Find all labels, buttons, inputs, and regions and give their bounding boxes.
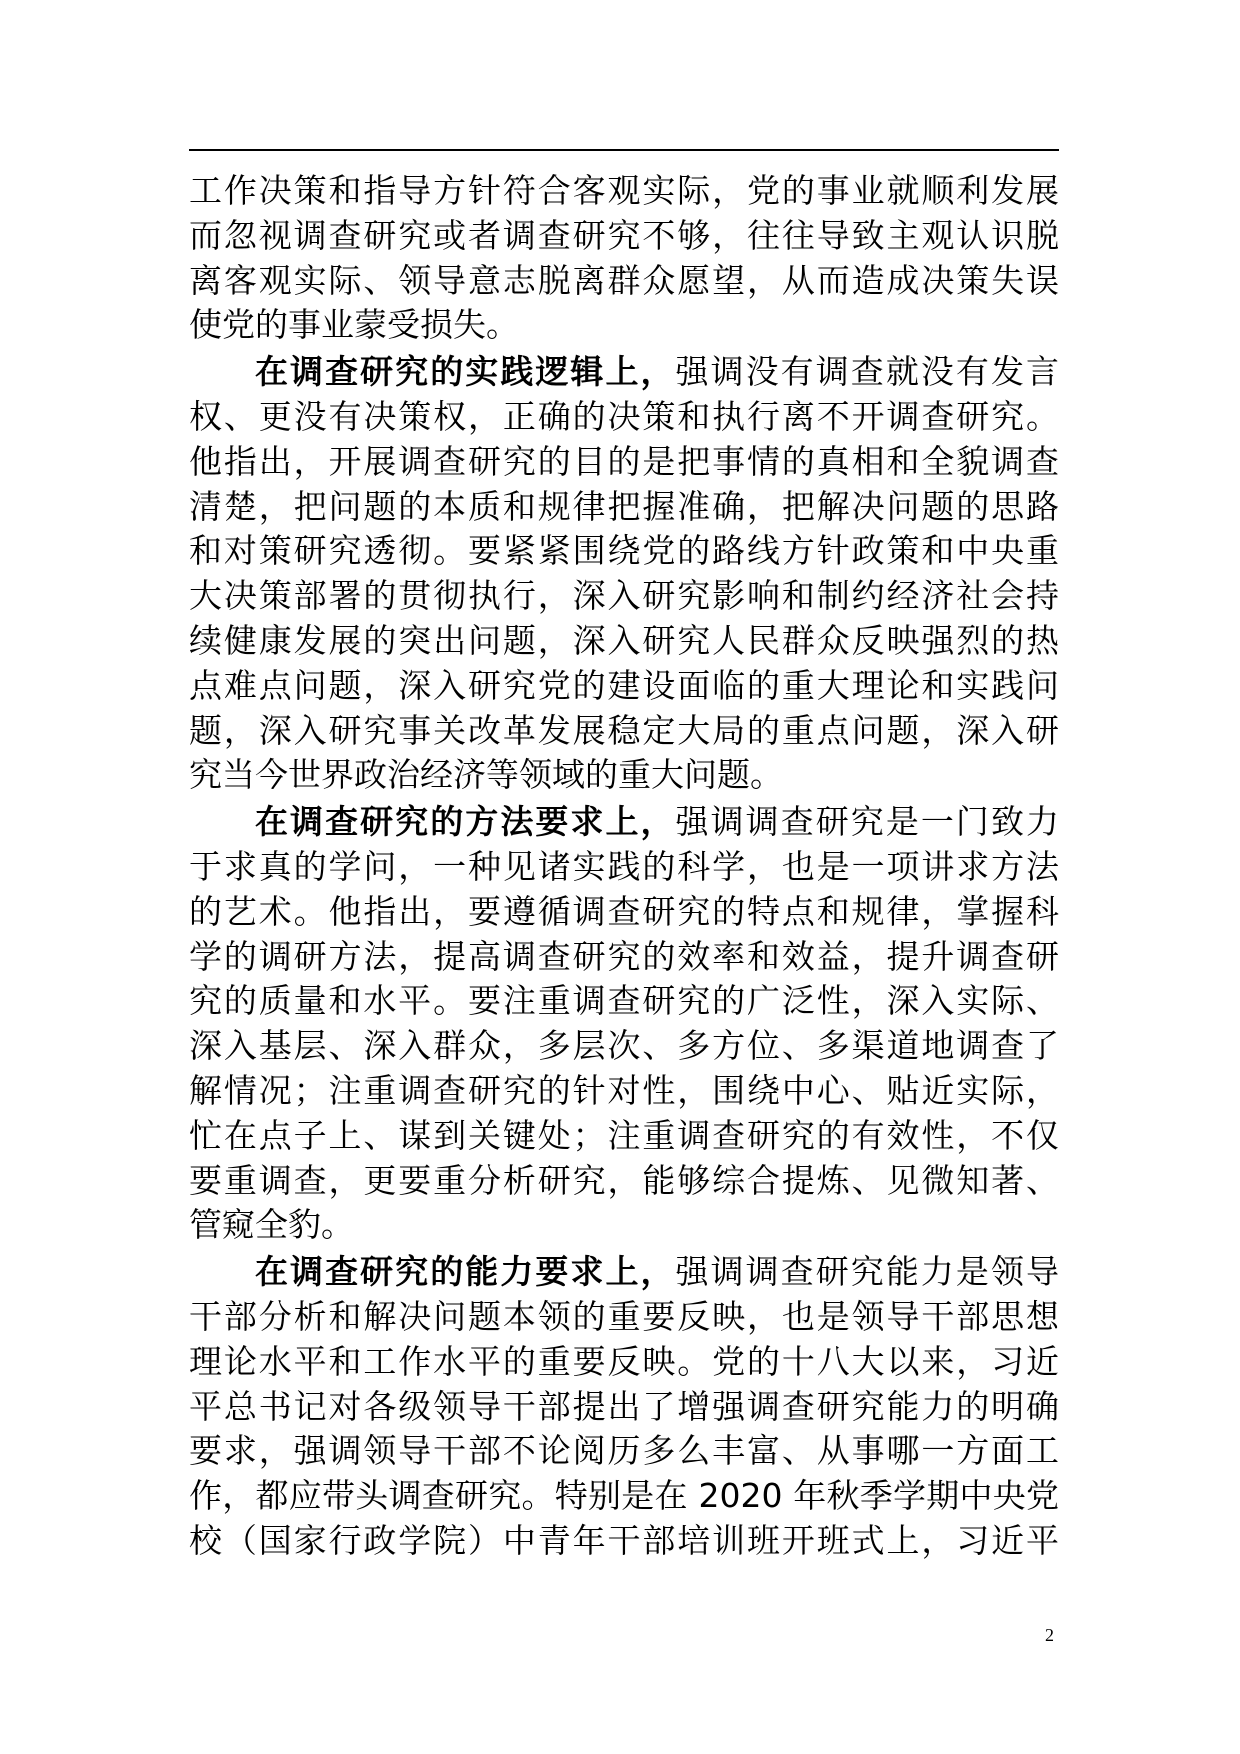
text-line: 要重调查，更要重分析研究，能够综合提炼、见微知著、 [189, 1160, 1059, 1200]
text-line: 的艺术。他指出，要遵循调查研究的特点和规律，掌握科 [189, 891, 1059, 931]
text-line: 而忽视调查研究或者调查研究不够，往往导致主观认识脱 [189, 215, 1059, 255]
text-line: 工作决策和指导方针符合客观实际，党的事业就顺利发展 [189, 171, 1059, 210]
text-line: 校（国家行政学院）中青年干部培训班开班式上，习近平 [189, 1520, 1059, 1560]
paragraph [189, 350, 1059, 798]
text-line: 题，深入研究事关改革发展稳定大局的重点问题，深入研 [189, 710, 1059, 750]
paragraph-lead: 在调查研究的实践逻辑上， [255, 352, 676, 392]
text-line: 忙在点子上、谋到关键处；注重调查研究的有效性，不仅 [189, 1115, 1059, 1155]
text-line [189, 800, 1059, 845]
paragraph-lead: 在调查研究的方法要求上， [255, 802, 676, 842]
text-line: 深入基层、深入群众，多层次、多方位、多渠道地调查了 [189, 1026, 1059, 1066]
text-line [189, 1250, 1059, 1295]
text-line: 解情况；注重调查研究的针对性，围绕中心、贴近实际， [189, 1070, 1059, 1110]
page-number: 2 [1045, 1625, 1054, 1645]
text-line: 平总书记对各级领导干部提出了增强调查研究能力的明确 [189, 1386, 1059, 1426]
text-line: 理论水平和工作水平的重要反映。党的十八大以来，习近 [189, 1341, 1059, 1381]
paragraph [189, 800, 1059, 1248]
text-line: 要求，强调领导干部不论阅历多么丰富、从事哪一方面工 [189, 1431, 1059, 1471]
text-line: 和对策研究透彻。要紧紧围绕党的路线方针政策和中央重 [189, 531, 1059, 571]
text-line: 离客观实际、领导意志脱离群众愿望，从而造成决策失误 [189, 260, 1059, 300]
header-rule [189, 149, 1059, 151]
text-line: 续健康发展的突出问题，深入研究人民群众反映强烈的热 [189, 620, 1059, 660]
paragraph-lead: 在调查研究的能力要求上， [255, 1252, 676, 1292]
text-fragment: 强调调查研究能力是领导 [675, 1252, 1060, 1292]
text-line: 于求真的学问，一种见诸实践的科学，也是一项讲求方法 [189, 846, 1059, 886]
text-line: 学的调研方法，提高调查研究的效率和效益，提升调查研 [189, 936, 1059, 976]
text-line: 究当今世界政治经济等领域的重大问题。 [189, 755, 783, 795]
text-line: 使党的事业蒙受损失。 [189, 305, 519, 345]
text-line: 大决策部署的贯彻执行，深入研究影响和制约经济社会持 [189, 576, 1059, 616]
document-body [189, 169, 1059, 1564]
text-line: 权、更没有决策权，正确的决策和执行离不开调查研究。 [189, 396, 1059, 436]
text-line: 管窥全豹。 [189, 1205, 354, 1245]
text-line: 究的质量和水平。要注重调查研究的广泛性，深入实际、 [189, 981, 1059, 1021]
text-line: 作，都应带头调查研究。特别是在 2020 年秋季学期中央党 [189, 1476, 1059, 1516]
text-line: 清楚，把问题的本质和规律把握准确，把解决问题的思路 [189, 486, 1059, 526]
paragraph [189, 169, 1059, 348]
text-fragment: 强调调查研究是一门致力 [675, 802, 1060, 842]
text-line: 干部分析和解决问题本领的重要反映，也是领导干部思想 [189, 1296, 1059, 1336]
text-line: 他指出，开展调查研究的目的是把事情的真相和全貌调查 [189, 441, 1059, 481]
text-fragment: 强调没有调查就没有发言 [675, 352, 1060, 392]
text-line [189, 350, 1059, 395]
paragraph [189, 1250, 1059, 1564]
text-line: 点难点问题，深入研究党的建设面临的重大理论和实践问 [189, 665, 1059, 705]
